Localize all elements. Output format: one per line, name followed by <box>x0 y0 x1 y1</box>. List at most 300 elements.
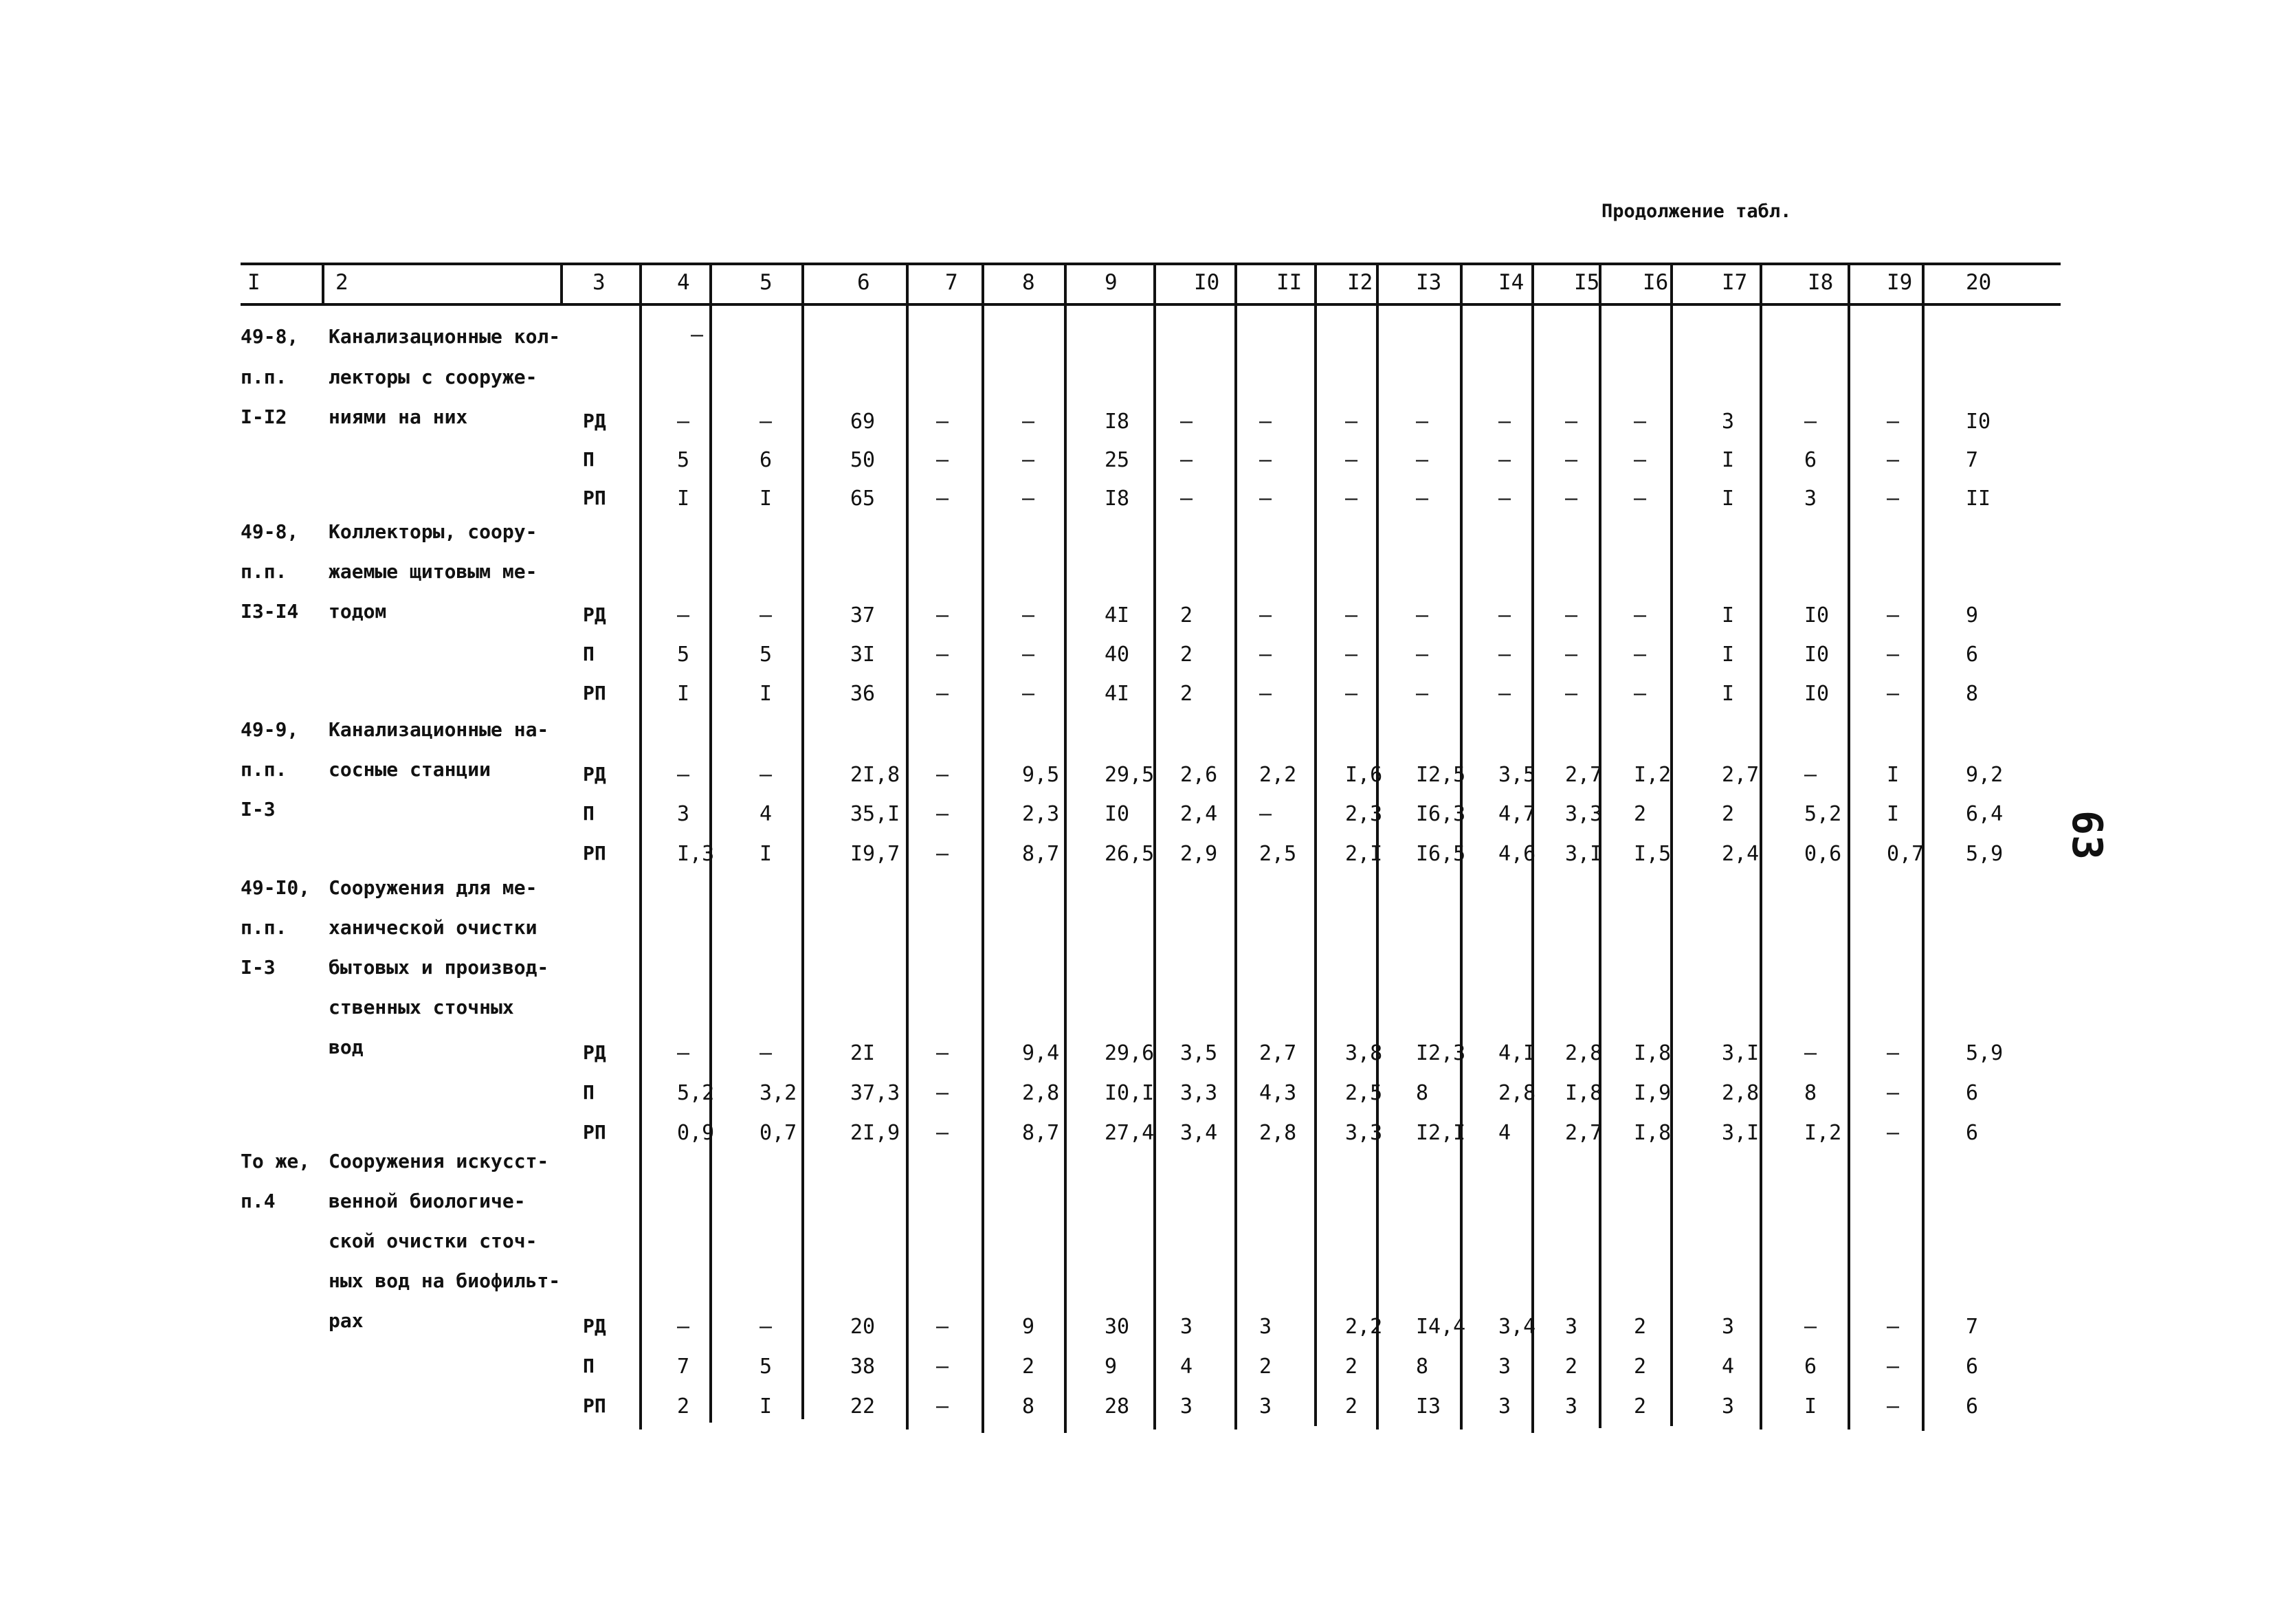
table-cell: 36 <box>850 682 876 706</box>
group-name: Сооружения искусст- <box>329 1150 549 1172</box>
table-cell: 2 <box>1180 643 1193 667</box>
table-cell: 2I <box>850 1041 876 1065</box>
table-cell: 5,9 <box>1966 1041 2004 1065</box>
table-cell: – <box>1634 410 1647 434</box>
table-cell: – <box>1887 1355 1900 1379</box>
table-cell: 5 <box>759 643 773 667</box>
table-cell: 5 <box>677 448 690 472</box>
table-cell: – <box>759 1041 773 1065</box>
column-header: I4 <box>1498 270 1524 295</box>
table-cell: I <box>1722 487 1735 511</box>
table-cell: 2 <box>1565 1355 1578 1379</box>
column-header: 3 <box>592 270 606 295</box>
group-name: сосные станции <box>329 758 491 781</box>
table-cell: – <box>936 643 949 667</box>
table-cell: 0,9 <box>677 1121 715 1145</box>
table-cell: – <box>1345 603 1358 627</box>
group-name: Канализационные на- <box>329 718 549 741</box>
table-cell: 8,7 <box>1022 1121 1060 1145</box>
table-cell: I9,7 <box>850 842 900 866</box>
table-cell: 3 <box>1804 487 1817 511</box>
table-cell: 2 <box>1180 603 1193 627</box>
table-cell: – <box>1345 448 1358 472</box>
table-cell: – <box>936 1041 949 1065</box>
table-cell: – <box>936 1121 949 1145</box>
table-cell: 3 <box>1259 1315 1272 1339</box>
table-cell: I0 <box>1804 682 1830 706</box>
table-cell: 2I,8 <box>850 763 900 787</box>
table-cell: 3 <box>1565 1315 1578 1339</box>
page-number: 63 <box>2063 810 2111 860</box>
group-name: ханической очистки <box>329 916 537 939</box>
table-cell: – <box>1565 643 1578 667</box>
table-cell: 3,4 <box>1180 1121 1218 1145</box>
table-cell: – <box>1498 410 1511 434</box>
table-cell: – <box>1259 682 1272 706</box>
table-cell: – <box>936 603 949 627</box>
row-type: РД <box>583 1315 606 1337</box>
table-cell: 2 <box>1022 1355 1035 1379</box>
table-cell: 2,7 <box>1565 1121 1603 1145</box>
table-cell: – <box>1022 603 1035 627</box>
table-cell: I,2 <box>1634 763 1672 787</box>
table-cell: I,8 <box>1634 1041 1672 1065</box>
group-name: вод <box>329 1036 364 1058</box>
table-cell: 7 <box>1966 448 1979 472</box>
group-name: бытовых и производ- <box>329 956 549 979</box>
group-code: п.п. <box>241 916 287 939</box>
table-cell: 7 <box>677 1355 690 1379</box>
table-cell: 9,5 <box>1022 763 1060 787</box>
row-type: РД <box>583 763 606 786</box>
table-cell: 3I <box>850 643 876 667</box>
table-cell: I <box>677 487 690 511</box>
table-cell: – <box>1887 603 1900 627</box>
table-cell: 30 <box>1105 1315 1130 1339</box>
table-cell: 9,4 <box>1022 1041 1060 1065</box>
table-cell: I,3 <box>677 842 715 866</box>
table-cell: 3,2 <box>759 1081 797 1105</box>
table-cell: 4,I <box>1498 1041 1536 1065</box>
table-cell: 2,8 <box>1498 1081 1536 1105</box>
table-cell: – <box>1259 603 1272 627</box>
table-cell: 3,5 <box>1498 763 1536 787</box>
table-cell: 6 <box>1966 1081 1979 1105</box>
table-cell: – <box>1259 643 1272 667</box>
row-type: П <box>583 448 595 471</box>
table-cell: 2,9 <box>1180 842 1218 866</box>
group-name: ской очистки сточ- <box>329 1230 537 1252</box>
table-cell: – <box>936 410 949 434</box>
group-code: п.п. <box>241 366 287 388</box>
table-cell: I <box>759 682 773 706</box>
table-cell: – <box>1804 1041 1817 1065</box>
table-cell: I3 <box>1416 1394 1441 1419</box>
table-cell: 0,7 <box>1887 842 1925 866</box>
column-header: I8 <box>1808 270 1834 295</box>
table-cell: I <box>759 1394 773 1419</box>
table-cell: 2,3 <box>1345 802 1383 826</box>
table-cell: 2,8 <box>1022 1081 1060 1105</box>
table-cell: – <box>1022 448 1035 472</box>
table-cell: – <box>1804 763 1817 787</box>
table-cell: – <box>1345 682 1358 706</box>
table-cell: 2,6 <box>1180 763 1218 787</box>
table-cell: 3,5 <box>1180 1041 1218 1065</box>
table-cell: I0 <box>1966 410 1991 434</box>
table-cell: – <box>1022 682 1035 706</box>
table-cell: 2I,9 <box>850 1121 900 1145</box>
table-cell: I <box>1887 763 1900 787</box>
table-cell: II <box>1966 487 1991 511</box>
table-cell: – <box>1887 487 1900 511</box>
table-cell: 26,5 <box>1105 842 1155 866</box>
column-separator <box>1314 263 1317 1426</box>
table-cell: I2,3 <box>1416 1041 1466 1065</box>
table-cell: 5 <box>759 1355 773 1379</box>
table-cell: 6 <box>1966 1394 1979 1419</box>
table-cell: 4,6 <box>1498 842 1536 866</box>
group-name: Коллекторы, соору- <box>329 520 537 543</box>
table-cell: 3 <box>1180 1315 1193 1339</box>
table-cell: 2 <box>1345 1394 1358 1419</box>
table-cell: 2,8 <box>1722 1081 1760 1105</box>
table-cell: 6 <box>1966 1121 1979 1145</box>
column-separator <box>1760 263 1762 1430</box>
table-cell: – <box>1565 603 1578 627</box>
table-cell: – <box>936 487 949 511</box>
table-cell: – <box>1565 487 1578 511</box>
table-cell: 4 <box>759 802 773 826</box>
table-cell: 2,2 <box>1259 763 1297 787</box>
table-cell: 8 <box>1416 1081 1429 1105</box>
table-cell: I,6 <box>1345 763 1383 787</box>
table-cell: I <box>677 682 690 706</box>
table-cell: – <box>1887 1121 1900 1145</box>
table-cell: 65 <box>850 487 876 511</box>
table-cell: – <box>1259 448 1272 472</box>
table-cell: 8 <box>1416 1355 1429 1379</box>
column-separator <box>639 263 642 1430</box>
table-cell: I0 <box>1804 643 1830 667</box>
table-cell: 4,7 <box>1498 802 1536 826</box>
table-cell: 8 <box>1804 1081 1817 1105</box>
table-cell: I,8 <box>1565 1081 1603 1105</box>
table-cell: – <box>936 802 949 826</box>
table-cell: 2 <box>1634 1315 1647 1339</box>
table-cell: – <box>759 1315 773 1339</box>
table-cell: I <box>1722 603 1735 627</box>
table-cell: – <box>1259 410 1272 434</box>
column-header: 7 <box>945 270 958 295</box>
row-type: П <box>583 802 595 825</box>
table-cell: – <box>936 763 949 787</box>
table-cell: I <box>1722 448 1735 472</box>
table-cell: I2,5 <box>1416 763 1466 787</box>
table-cell: – <box>1416 643 1429 667</box>
row-type: РП <box>583 842 606 865</box>
row-type: РД <box>583 1041 606 1064</box>
table-cell: I <box>1804 1394 1817 1419</box>
group-code: I-3 <box>241 956 276 979</box>
table-cell: 8 <box>1966 682 1979 706</box>
table-cell: 2,I <box>1345 842 1383 866</box>
table-cell: – <box>1416 487 1429 511</box>
table-cell: 3,4 <box>1498 1315 1536 1339</box>
group-name: рах <box>329 1309 364 1332</box>
group-name: лекторы с сооруже- <box>329 366 537 388</box>
table-cell: 5,2 <box>1804 802 1842 826</box>
table-cell: 40 <box>1105 643 1130 667</box>
table-cell: – <box>936 1315 949 1339</box>
table-cell: – <box>1804 1315 1817 1339</box>
column-header: 20 <box>1966 270 1992 295</box>
table-cell: – <box>1887 1394 1900 1419</box>
table-cell: 6,4 <box>1966 802 2004 826</box>
table-cell: I0,I <box>1105 1081 1155 1105</box>
column-separator <box>322 263 324 306</box>
table-cell: – <box>1565 410 1578 434</box>
table-cell: I,5 <box>1634 842 1672 866</box>
table-cell: – <box>1887 643 1900 667</box>
row-type: РП <box>583 1121 606 1144</box>
group-name: венной биологиче- <box>329 1190 526 1212</box>
table-cell: – <box>677 1315 690 1339</box>
table-cell: 27,4 <box>1105 1121 1155 1145</box>
table-cell: 4,3 <box>1259 1081 1297 1105</box>
table-cell: 6 <box>1966 1355 1979 1379</box>
table-cell: 20 <box>850 1315 876 1339</box>
table-cell: 3 <box>1565 1394 1578 1419</box>
column-separator <box>906 263 909 1430</box>
group-name: Сооружения для ме- <box>329 876 537 899</box>
table-cell: 3 <box>1722 410 1735 434</box>
table-cell: I6,5 <box>1416 842 1466 866</box>
table-cell: – <box>677 410 690 434</box>
column-header: I2 <box>1347 270 1373 295</box>
table-cell: – <box>1022 487 1035 511</box>
table-cell: 5,2 <box>677 1081 715 1105</box>
column-header: I5 <box>1574 270 1600 295</box>
group-code: п.п. <box>241 560 287 583</box>
table-cell: 7 <box>1966 1315 1979 1339</box>
group-name: жаемые щитовым ме- <box>329 560 537 583</box>
column-4-top-dash: – <box>691 323 704 347</box>
column-separator <box>1234 263 1237 1430</box>
group-code: I3-I4 <box>241 600 299 623</box>
table-cell: 4 <box>1498 1121 1511 1145</box>
column-separator <box>1064 263 1067 1433</box>
table-cell: – <box>1887 448 1900 472</box>
table-cell: 38 <box>850 1355 876 1379</box>
column-header: I0 <box>1194 270 1220 295</box>
table-cell: – <box>677 763 690 787</box>
table-cell: 2 <box>1634 1394 1647 1419</box>
table-cell: 3 <box>1498 1355 1511 1379</box>
table-cell: 3,I <box>1722 1121 1760 1145</box>
table-cell: – <box>1022 410 1035 434</box>
table-cell: 4I <box>1105 682 1130 706</box>
row-type: РД <box>583 603 606 626</box>
table-cell: 6 <box>759 448 773 472</box>
table-cell: 3,3 <box>1180 1081 1218 1105</box>
table-cell: – <box>1345 410 1358 434</box>
table-cell: I <box>759 842 773 866</box>
table-cell: – <box>1804 410 1817 434</box>
table-cell: – <box>1634 643 1647 667</box>
table-cell: – <box>1345 643 1358 667</box>
table-cell: – <box>1345 487 1358 511</box>
table-cell: – <box>1634 682 1647 706</box>
row-type: П <box>583 643 595 665</box>
table-cell: 29,6 <box>1105 1041 1155 1065</box>
table-cell: 2,8 <box>1565 1041 1603 1065</box>
group-code: То же, <box>241 1150 311 1172</box>
group-name: ственных сточных <box>329 996 514 1019</box>
table-cell: 9 <box>1105 1355 1118 1379</box>
table-cell: 2 <box>1345 1355 1358 1379</box>
table-cell: – <box>1634 603 1647 627</box>
row-type: П <box>583 1355 595 1377</box>
table-cell: 2,5 <box>1345 1081 1383 1105</box>
table-cell: 0,6 <box>1804 842 1842 866</box>
group-code: п.4 <box>241 1190 276 1212</box>
table-cell: 2 <box>677 1394 690 1419</box>
group-code: I-3 <box>241 798 276 821</box>
table-cell: – <box>936 1355 949 1379</box>
row-type: РП <box>583 682 606 704</box>
table-cell: – <box>1498 448 1511 472</box>
table-cell: I0 <box>1105 802 1130 826</box>
table-cell: 35,I <box>850 802 900 826</box>
table-cell: 3,I <box>1565 842 1603 866</box>
table-cell: 2,4 <box>1722 842 1760 866</box>
table-cell: – <box>1259 802 1272 826</box>
table-cell: 3 <box>1498 1394 1511 1419</box>
table-cell: 6 <box>1804 448 1817 472</box>
row-type: РП <box>583 1394 606 1417</box>
table-cell: – <box>1416 603 1429 627</box>
table-cell: 2,5 <box>1259 842 1297 866</box>
table-cell: 6 <box>1966 643 1979 667</box>
table-cell: 2,7 <box>1565 763 1603 787</box>
column-header: I6 <box>1643 270 1669 295</box>
table-cell: – <box>936 682 949 706</box>
table-cell: 3,I <box>1722 1041 1760 1065</box>
table-cell: 2,2 <box>1345 1315 1383 1339</box>
table-cell: I8 <box>1105 410 1130 434</box>
table-cell: 3 <box>1722 1315 1735 1339</box>
row-type: РП <box>583 487 606 509</box>
column-header: I3 <box>1416 270 1442 295</box>
table-cell: 2 <box>1180 682 1193 706</box>
table-cell: – <box>1887 682 1900 706</box>
table-cell: – <box>1498 643 1511 667</box>
table-cell: 69 <box>850 410 876 434</box>
column-header: 5 <box>759 270 773 295</box>
column-header: I7 <box>1722 270 1748 295</box>
table-cell: – <box>1259 487 1272 511</box>
column-separator <box>982 263 984 1433</box>
table-continuation-caption: Продолжение табл. <box>1601 201 1792 222</box>
table-cell: – <box>759 603 773 627</box>
table-cell: 50 <box>850 448 876 472</box>
column-header: 8 <box>1022 270 1035 295</box>
table-cell: I <box>1887 802 1900 826</box>
table-cell: I,2 <box>1804 1121 1842 1145</box>
table-cell: 0,7 <box>759 1121 797 1145</box>
table-cell: – <box>936 448 949 472</box>
table-cell: – <box>1498 487 1511 511</box>
table-cell: 37 <box>850 603 876 627</box>
table-cell: 8 <box>1022 1394 1035 1419</box>
table-cell: – <box>1416 448 1429 472</box>
group-name: ниями на них <box>329 405 468 428</box>
table-cell: I4,4 <box>1416 1315 1466 1339</box>
table-cell: 37,3 <box>850 1081 900 1105</box>
header-bottom-rule <box>241 303 2061 306</box>
table-cell: – <box>1180 410 1193 434</box>
table-cell: 22 <box>850 1394 876 1419</box>
table-cell: 3,3 <box>1565 802 1603 826</box>
column-header: II <box>1276 270 1302 295</box>
table-cell: – <box>1634 487 1647 511</box>
column-header: 4 <box>677 270 690 295</box>
table-cell: 3 <box>1180 1394 1193 1419</box>
group-code: I-I2 <box>241 405 287 428</box>
table-cell: I,9 <box>1634 1081 1672 1105</box>
group-name: ных вод на биофильт- <box>329 1269 561 1292</box>
table-cell: 2,3 <box>1022 802 1060 826</box>
table-cell: 8,7 <box>1022 842 1060 866</box>
group-code: 49-9, <box>241 718 299 741</box>
column-header: I9 <box>1887 270 1913 295</box>
table-cell: I6,3 <box>1416 802 1466 826</box>
table-cell: 2 <box>1259 1355 1272 1379</box>
column-separator <box>801 263 804 1419</box>
column-header: 9 <box>1105 270 1118 295</box>
table-cell: 3 <box>1722 1394 1735 1419</box>
table-cell: – <box>1498 603 1511 627</box>
row-type: П <box>583 1081 595 1104</box>
column-separator <box>1848 263 1850 1430</box>
table-cell: – <box>936 1394 949 1419</box>
table-cell: I,8 <box>1634 1121 1672 1145</box>
table-cell: – <box>677 1041 690 1065</box>
table-cell: I2,I <box>1416 1121 1466 1145</box>
table-cell: – <box>936 842 949 866</box>
table-cell: 2 <box>1722 802 1735 826</box>
column-header: I <box>247 270 260 295</box>
table-cell: 6 <box>1804 1355 1817 1379</box>
table-cell: – <box>677 603 690 627</box>
table-cell: – <box>1887 1315 1900 1339</box>
table-cell: 9 <box>1022 1315 1035 1339</box>
table-cell: 4 <box>1722 1355 1735 1379</box>
table-top-rule <box>241 263 2061 265</box>
table-cell: 9,2 <box>1966 763 2004 787</box>
table-cell: 2 <box>1634 1355 1647 1379</box>
table-cell: – <box>1634 448 1647 472</box>
column-header: 6 <box>857 270 870 295</box>
group-name: Канализационные кол- <box>329 325 561 348</box>
table-cell: I0 <box>1804 603 1830 627</box>
table-cell: 28 <box>1105 1394 1130 1419</box>
table-cell: 3 <box>677 802 690 826</box>
table-cell: – <box>1498 682 1511 706</box>
table-cell: 3,8 <box>1345 1041 1383 1065</box>
table-cell: 3 <box>1259 1394 1272 1419</box>
